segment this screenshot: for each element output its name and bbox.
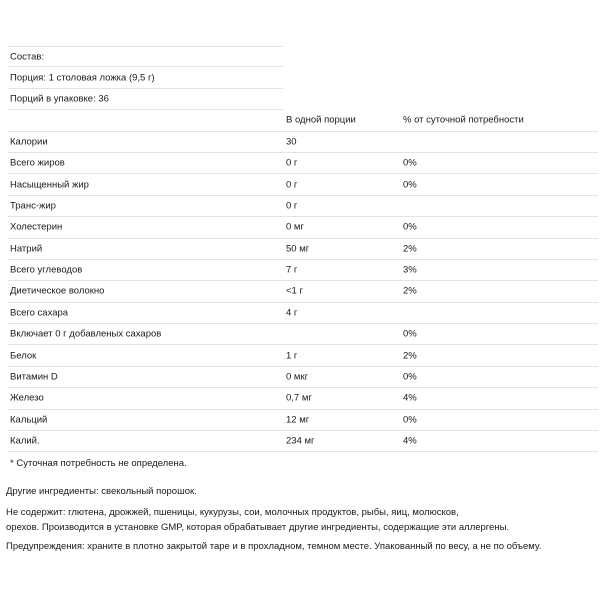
nutrient-name: Натрий	[10, 243, 43, 255]
nutrient-name: Витамин D	[10, 371, 58, 383]
serving-size: Порция: 1 столовая ложка (9,5 г)	[10, 72, 155, 84]
nutrient-dv: 2%	[403, 350, 417, 362]
nutrient-name: Насыщенный жир	[10, 179, 89, 191]
nutrient-amount: 0 г	[286, 157, 298, 169]
nutrient-amount: 4 г	[286, 307, 298, 319]
nutrient-dv: 0%	[403, 157, 417, 169]
nutrient-amount: 1 г	[286, 350, 298, 362]
nutrient-name: Белок	[10, 350, 37, 362]
table-row	[8, 324, 598, 345]
nutrient-dv: 0%	[403, 371, 417, 383]
table-row	[8, 132, 598, 153]
table-row	[8, 410, 598, 431]
servings-per-pack: Порций в упаковке: 36	[10, 93, 109, 105]
table-row	[8, 281, 598, 302]
composition-row	[8, 46, 283, 67]
table-row	[8, 153, 598, 174]
table-row	[8, 174, 598, 195]
table-row	[8, 239, 598, 260]
per-serving-header: В одной порции	[286, 114, 356, 126]
daily-value-header: % от суточной потребности	[403, 114, 524, 126]
nutrient-amount: 0 мкг	[286, 371, 309, 383]
nutrient-name: Транс-жир	[10, 200, 56, 212]
allergen-line-1: Не содержит: глютена, дрожжей, пшеницы, кукурузы, сои, молочных продуктов, рыбы, яиц, молюсков,	[6, 507, 459, 518]
servings-per-pack-row	[8, 89, 283, 110]
nutrient-dv: 2%	[403, 243, 417, 255]
nutrient-dv: 2%	[403, 285, 417, 297]
allergen-info	[6, 505, 596, 535]
nutrient-name: Включает 0 г добавленых сахаров	[10, 328, 162, 340]
nutrient-name: Всего жиров	[10, 157, 65, 169]
table-row	[8, 345, 598, 366]
nutrient-dv: 4%	[403, 392, 417, 404]
serving-row	[8, 67, 283, 88]
nutrient-amount: 12 мг	[286, 414, 310, 426]
nutrition-facts	[8, 46, 598, 452]
table-row	[8, 367, 598, 388]
table-row	[8, 303, 598, 324]
nutrient-name: Кальций	[10, 414, 48, 426]
table-row	[8, 431, 598, 452]
nutrient-name: Диетическое волокно	[10, 285, 105, 297]
table-row	[8, 388, 598, 409]
nutrient-amount: 0 мг	[286, 221, 304, 233]
nutrient-dv: 3%	[403, 264, 417, 276]
table-row	[8, 260, 598, 281]
nutrient-amount: 0,7 мг	[286, 392, 312, 404]
allergen-line-2: орехов. Производится в установке GMP, которая обрабатывает другие ингредиенты, содержащие эти аллергены.	[6, 522, 510, 533]
nutrient-dv: 0%	[403, 221, 417, 233]
nutrient-amount: 30	[286, 136, 297, 148]
table-row	[8, 217, 598, 238]
composition-label: Состав:	[10, 51, 45, 63]
nutrient-amount: 0 г	[286, 179, 298, 191]
nutrient-dv: 0%	[403, 328, 417, 340]
nutrient-dv: 4%	[403, 435, 417, 447]
nutrient-amount: <1 г	[286, 285, 303, 297]
nutrient-amount: 0 г	[286, 200, 298, 212]
nutrient-amount: 7 г	[286, 264, 298, 276]
nutrient-amount: 234 мг	[286, 435, 315, 447]
storage-warnings: Предупреждения: храните в плотно закрытой таре и в прохладном, темном месте. Упакованный по весу, а не по объему.	[6, 541, 542, 552]
nutrient-amount: 50 мг	[286, 243, 310, 255]
nutrient-dv: 0%	[403, 179, 417, 191]
nutrient-name: Калории	[10, 136, 48, 148]
footnote: * Суточная потребность не определена.	[10, 458, 187, 469]
other-ingredients: Другие ингредиенты: свекольный порошок.	[6, 486, 197, 497]
table-header-row	[8, 110, 598, 131]
nutrient-dv: 0%	[403, 414, 417, 426]
nutrient-name: Всего сахара	[10, 307, 69, 319]
nutrient-name: Холестерин	[10, 221, 63, 233]
nutrient-name: Калий.	[10, 435, 40, 447]
nutrient-name: Железо	[10, 392, 44, 404]
nutrient-name: Всего углеводов	[10, 264, 83, 276]
table-row	[8, 196, 598, 217]
